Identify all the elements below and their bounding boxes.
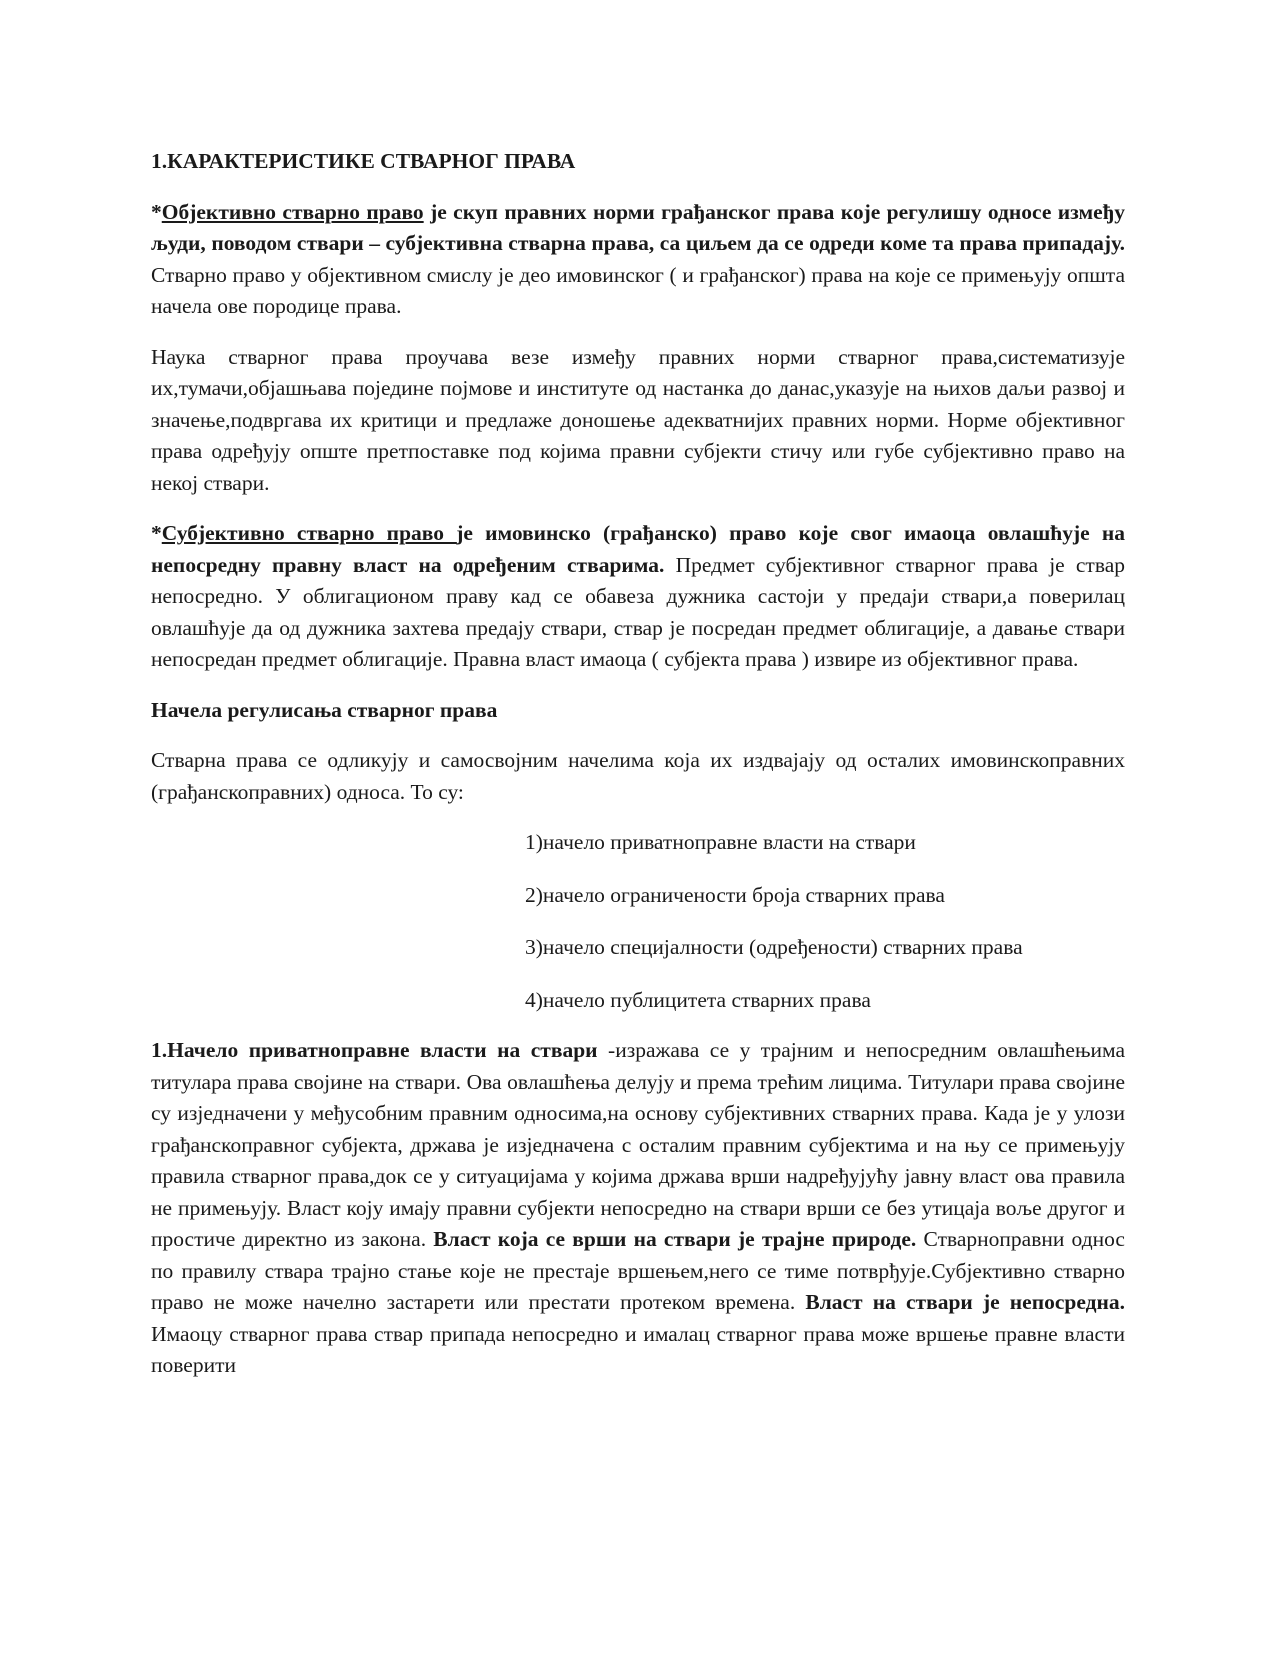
paragraph-principle-1 bbox=[151, 1035, 1125, 1382]
paragraph-principles-intro: Стварна права се одликују и самосвојним начелима која их издвајају од осталих имовинскоправних (грађанскоправних) односа. То су: bbox=[151, 748, 1125, 804]
asterisk-marker: * bbox=[151, 199, 162, 224]
paragraph-text: Стварно право у објективном смислу је део имовинског ( и грађанског) права на које се примењују општа начела ове породице права. bbox=[151, 262, 1125, 318]
list-item: 3)начело специјалности (одређености) стварних права bbox=[525, 935, 1023, 959]
paragraph-text: -изражава се у трајним и непосредним овлашћењима титулара права својине на ствари. Ова овлашћења делују и према трећим лицима. Титулари права својине су изједначени у међусобним правним односима,на основу субјективних стварних права. Када је у улози грађанскоправног субјекта, држава је изједначена с осталим правним субјектима и на њу се примењују правила стварног права,док се у ситуацијама у којима држава врши надређујућу јавну власт ова правила не примењују. Власт коју имају правни субјекти непосредно на ствари врши се без утицаја воље другог и простиче директно из закона. bbox=[151, 1038, 1125, 1251]
asterisk-marker: * bbox=[151, 521, 162, 545]
list-item: 1)начело приватноправне власти на ствари bbox=[525, 830, 916, 854]
section-subheading: Начела регулисања стварног права bbox=[151, 697, 498, 722]
list-item: 2)начело ограничености броја стварних права bbox=[525, 882, 945, 907]
term-objective-law: Објективно стварно право bbox=[161, 199, 424, 224]
emphasis-text: Власт на ствари је непосредна. bbox=[795, 1290, 1125, 1314]
emphasis-text: Власт која се врши на ствари је трајне природе. bbox=[426, 1227, 917, 1251]
paragraph-text: Предмет субјективног стварног права је ствар непосредно. У облигационом праву кад се обавеза дужника састоји у предаји ствари,а поверилац овлашћује да од дужника захтева предају ствари, ствар је посредан предмет облигације, а давање ствари непосредан предмет облигације. Правна власт имаоца ( субјекта права ) извире из објективног права. bbox=[151, 552, 1125, 671]
definition-subjective-law: је имовинско (грађанско) право које свог имаоца овлашћује на непосредну правну власт на одређеним стварима. bbox=[151, 521, 1125, 577]
paragraph-objective-law bbox=[151, 197, 1125, 323]
paragraph-text: Стварноправни однос по правилу ствара трајно стање које не престаје вршењем,него се тиме потврђује.Субјективно стварно право не може начелно застарети или престати протеком времена. bbox=[151, 1227, 1125, 1314]
principle-1-heading: 1.Начело приватноправне власти на ствари bbox=[151, 1038, 598, 1062]
document-title: 1.КАРАКТЕРИСТИКЕ СТВАРНОГ ПРАВА bbox=[151, 149, 576, 173]
paragraph-subjective-law bbox=[151, 518, 1125, 676]
document-page bbox=[151, 146, 1125, 1401]
principles-list bbox=[151, 827, 1125, 1016]
term-subjective-law: Субјективно стварно право bbox=[161, 521, 457, 545]
paragraph-science-of-law: Наука стварног права проучава везе између правних норми стварног права,систематизује их,тумачи,објашњава поједине појмове и институте од настанка до данас,указује на њихов даљи развој и значење,подвргава их критици и предлаже доношење адекватнијих правних норми. Норме објективног права одређују опште претпоставке под којима правни субјекти стичу или губе субјективно право на некој ствари. bbox=[151, 344, 1125, 495]
definition-objective-law: је скуп правних норми грађанског права које регулишу односе између људи, поводом ствари – субјективна стварна права, са циљем да се одреди коме та права припадају. bbox=[151, 199, 1125, 255]
paragraph-text: Имаоцу стварног права ствар припада непосредно и ималац стварног права може вршење правне власти поверити bbox=[151, 1321, 1125, 1377]
list-item: 4)начело публицитета стварних права bbox=[525, 987, 871, 1012]
